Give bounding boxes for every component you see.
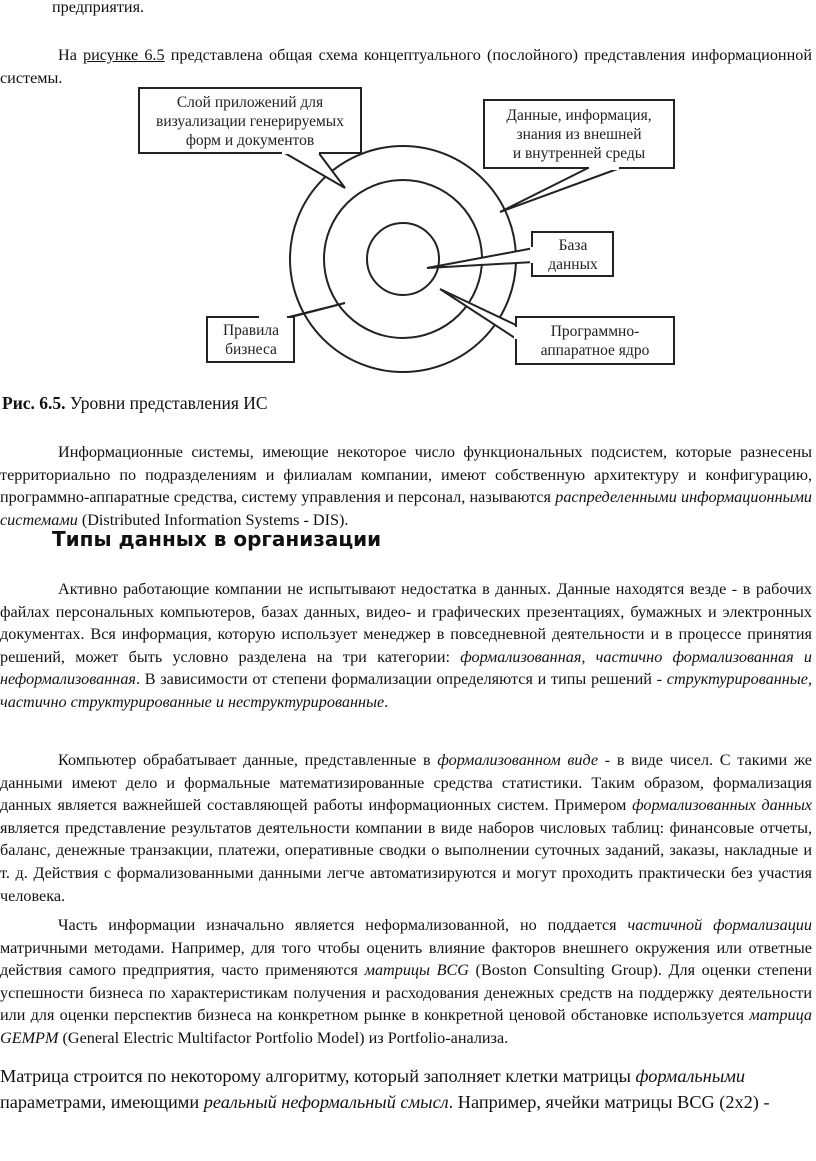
paragraph-data-types [0,578,812,714]
p2-c: - в виде чисел. С такими же данными имеют дело и формальные математизированные средства статистики. Таким образом, формализация данных является важнейшей составляющей работы информационных систем. Примером [0,751,812,815]
callout-data [484,100,674,212]
p4-b: формальными [635,1066,746,1086]
data-label-2: знания из внешней [516,126,642,143]
dis-tail: (Distributed Information Systems - DIS). [77,510,349,529]
p1-a: Активно работающие компании не испытывают недостатка в данных. Данные находятся везде - в рабочих файлах персональных компьютеров, базах данных, видео- и графических презентациях, бумажных и электронных документах. Вся информация, которую использует менеджер в повседневной деятельности и в процессе принятия решений, может быть условно разделена на три категории: [0,580,812,666]
intro-text-start: На [58,46,84,64]
paragraph-formalized [0,749,812,907]
p3-e: (Boston Consulting Group). Для оценки степени успешности бизнеса по характеристикам получения и расходования денежных средств на поддержку деятельности или для оценки перспектив бизнеса на конкретном рынке в конкретной ценовой обстановке используется [0,961,813,1025]
db-label-2: данных [548,256,598,273]
p2-b: формализованном виде [437,751,599,769]
layers-diagram [0,85,816,380]
paragraph-dis [0,441,812,531]
core-label-2: аппаратное ядро [540,342,650,359]
rules-label-2: бизнеса [225,341,277,358]
p1-c: . В зависимости от степени формализации определяются и типы решений - [135,670,667,689]
intro-text-end: представлена общая схема концептуального (послойного) представления информационной системы. [0,46,812,87]
data-label-1: Данные, информация, [506,107,652,124]
p2-d: формализованных данных [632,796,812,815]
p2-e: является представление результатов деятельности компании в виде наборов числовых таблиц: финансовые отчеты, баланс, денежные транзакции, платежи, оперативные сводки о выполнении суточных заданий, заказы, накладные и т. д. Действия с формализованными данными легче автоматизируются и могут проходить практически без участия человека. [0,818,812,905]
p3-b: частичной формализации [627,916,812,934]
rules-label-1: Правила [222,322,280,339]
top-line: предприятия. [52,0,145,16]
p3-d: матрицы BCG [364,961,469,980]
p3-a: Часть информации изначально является неформализованной, но поддается [58,916,628,934]
dis-italic: распределенными информационными системами [0,488,812,529]
figure-caption [2,393,268,414]
inner-circle [367,223,439,295]
intro-paragraph [0,44,812,89]
p4-e: . Например, ячейки матрицы BCG (2x2) - [448,1092,770,1112]
p4-a: Матрица строится по некоторому алгоритму, который заполняет клетки матрицы [0,1066,636,1086]
caption-number: Рис. 6.5. [2,393,66,413]
p2-a: Компьютер обрабатывает данные, представленные в [58,751,438,769]
p3-c: матричными методами. Например, для того чтобы оценить влияние факторов внешнего окружения или ответные действия самого предприятия, часто применяются [0,938,812,980]
p4-c: параметрами, имеющими [0,1092,204,1112]
core-label-1: Программно- [550,323,640,340]
paragraph-partial [0,914,812,1050]
section-heading: Типы данных в организации [52,527,382,551]
p3-f: матрица GEMPM [0,1006,812,1047]
data-label-3: и внутренней среды [512,145,646,162]
callout-apps [139,88,361,188]
apps-label-1: Слой приложений для [176,94,324,111]
middle-circle [324,180,482,338]
callout-rules [207,303,345,362]
p1-b: формализованная, частично формализованная и неформализованная [0,647,812,689]
figure-link[interactable]: рисунке 6.5 [83,46,165,64]
db-label-1: База [558,237,588,254]
p3-g: (General Electric Multifactor Portfolio Model) из Portfolio-анализа. [58,1028,509,1047]
paragraph-matrix [0,1063,812,1115]
callout-db [427,232,613,276]
callout-core [440,289,674,364]
dis-text: Информационные системы, имеющие некоторое число функциональных подсистем, которые разнесены территориально по подразделениям и филиалам компании, имеют собственную архитектуру и конфигурацию, программно-аппаратные средства, систему управления и персонал, называются [0,443,812,507]
p1-d: структурированные, частично структурированные и неструктурированные [0,670,812,711]
apps-label-3: форм и документов [185,132,315,149]
p1-e: . [384,692,389,711]
p4-d: реальный неформальный смысл [203,1092,449,1112]
apps-label-2: визуализации генерируемых [156,113,344,130]
caption-text: Уровни представления ИС [65,393,268,413]
